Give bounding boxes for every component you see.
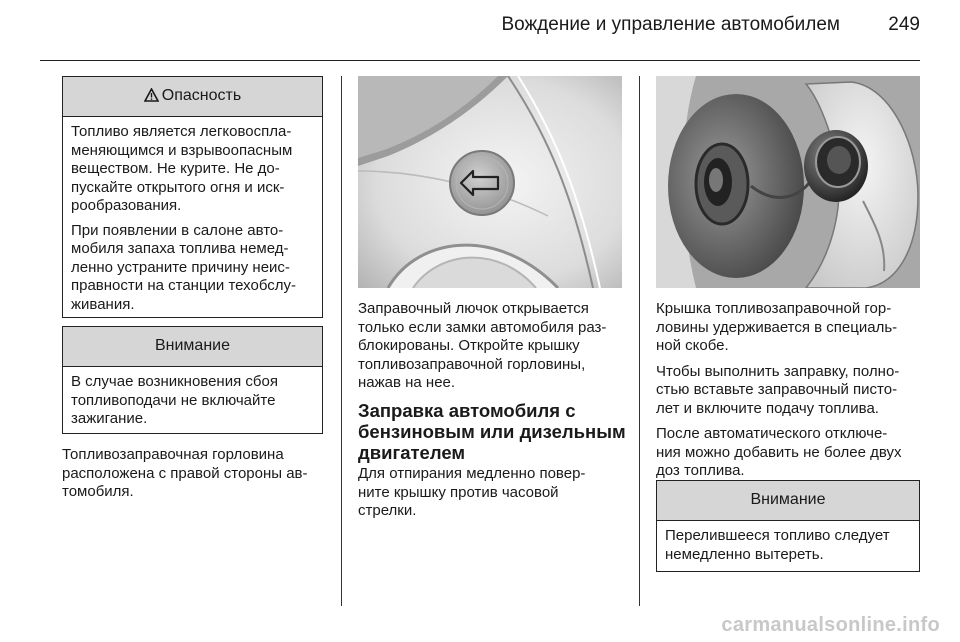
column2-body-text: Для отпирания медленно повер- ните крышку против часовой стрелки. bbox=[358, 465, 586, 519]
danger-paragraph-2: При появлении в салоне авто- мобиля запаха топлива немед- ленно устраните причину неис- правности на станции техобслу- живания. bbox=[71, 221, 297, 313]
caution-box-1-title: Внимание bbox=[154, 337, 230, 354]
caution-box-2 bbox=[656, 480, 920, 572]
page-header-title: Вождение и управление автомобилем bbox=[501, 14, 840, 35]
caution-box-2-title: Внимание bbox=[750, 491, 826, 508]
column3-paragraph-3: После автоматического отключе- ния можно добавить не более двух доз топлива. bbox=[656, 425, 902, 479]
fuel-flap-figure bbox=[358, 76, 622, 288]
column3-body-text bbox=[656, 300, 931, 488]
page-number: 249 bbox=[888, 14, 920, 35]
danger-box bbox=[62, 76, 323, 318]
caution-box-1 bbox=[62, 326, 323, 434]
refueling-section-heading: Заправка автомобиля с бензиновым или дизельным двигателем bbox=[358, 400, 626, 463]
column3-paragraph-2: Чтобы выполнить заправку, полно- стью вставьте заправочный писто- лет и включите подачу топлива. bbox=[656, 362, 900, 417]
warning-triangle-icon bbox=[144, 88, 159, 102]
column-divider-1 bbox=[341, 76, 342, 606]
column1-body-text: Топливозаправочная горловина расположена с правой стороны ав- томобиля. bbox=[62, 446, 308, 500]
column-divider-2 bbox=[639, 76, 640, 606]
danger-box-header bbox=[63, 77, 322, 117]
watermark: carmanualsonline.info bbox=[721, 614, 940, 636]
danger-box-body bbox=[63, 117, 322, 314]
header-divider bbox=[40, 60, 920, 61]
fuel-flap-caption: Заправочный лючок открывается только если замки автомобиля раз- блокированы. Откройте крышку топливозаправочной горловины, нажав на нее. bbox=[358, 300, 607, 391]
caution-box-2-header bbox=[657, 481, 919, 521]
danger-paragraph-1: Топливо является легковоспла- меняющимся и взрывоопасным веществом. Не курите. Не до- пускайте открытого огня и иск- рообразования. bbox=[71, 123, 293, 214]
fuel-cap-figure bbox=[656, 76, 920, 288]
danger-box-title: Опасность bbox=[161, 87, 242, 104]
caution-box-2-body: Перелившееся топливо следует немедленно вытереть. bbox=[665, 527, 890, 563]
column3-paragraph-1: Крышка топливозаправочной гор- ловины удерживается в специаль- ной скобе. bbox=[656, 300, 898, 354]
caution-box-1-body: В случае возникновения сбоя топливоподачи не включайте зажигание. bbox=[71, 373, 278, 427]
caution-box-1-header bbox=[63, 327, 322, 367]
